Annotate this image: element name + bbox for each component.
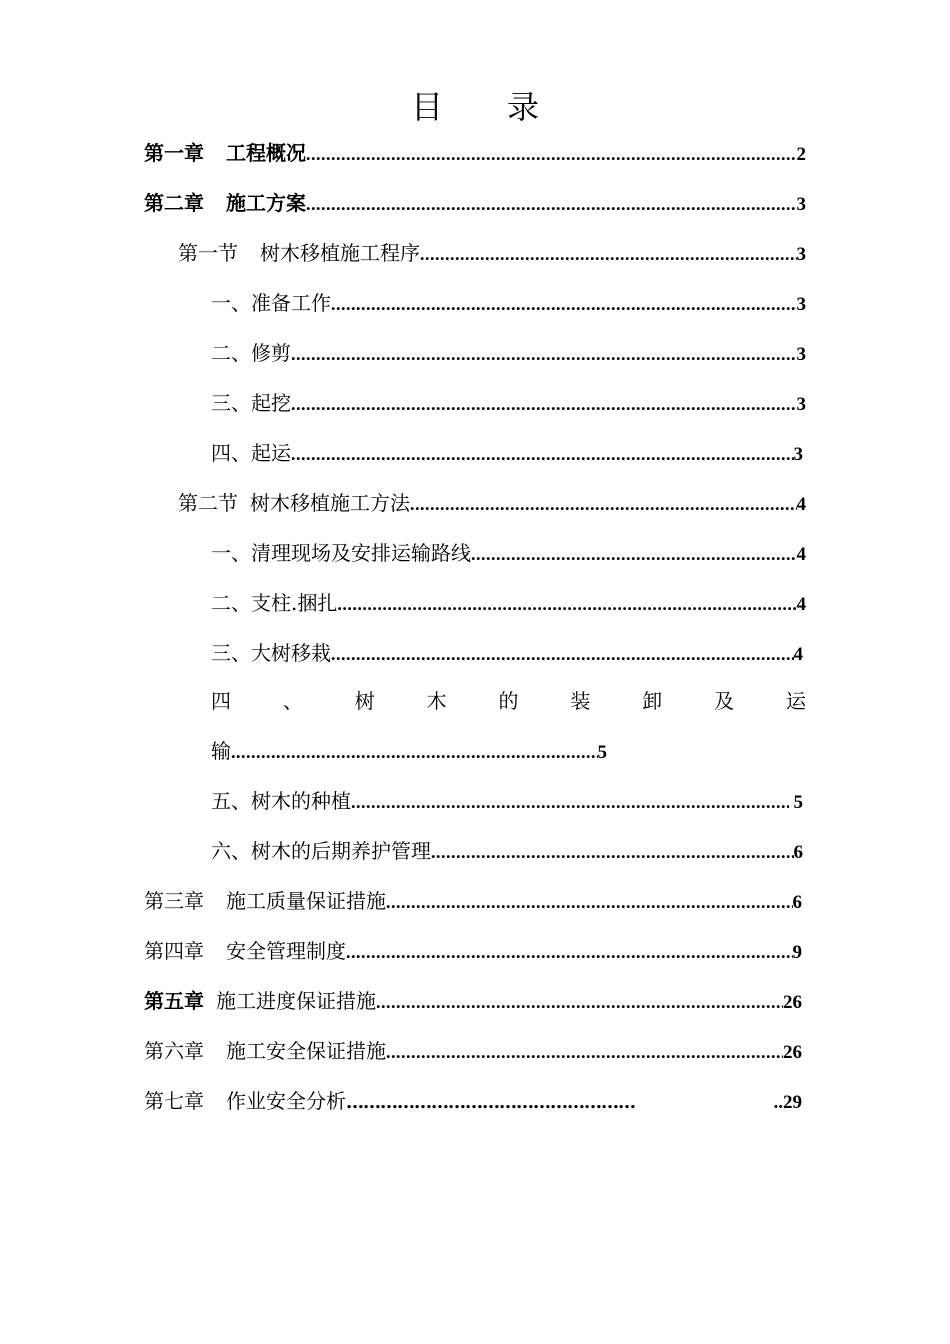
toc-entry-item-spread[interactable]	[211, 686, 806, 716]
toc-leader-ellipsis: ……………………………………………	[346, 1092, 635, 1113]
toc-leader-dots	[306, 189, 797, 219]
toc-entry-label: 一、准备工作	[211, 291, 331, 315]
toc-entry-label: 三、大树移栽	[211, 641, 331, 665]
toc-page-number: 3	[796, 194, 806, 215]
toc-entry-label: 输	[211, 739, 231, 763]
toc-entry-item[interactable]	[211, 288, 806, 318]
toc-entry-label: 四、起运	[211, 441, 291, 465]
toc-page-number: 26	[783, 992, 802, 1013]
toc-entry-label: 三、起挖	[211, 391, 291, 415]
toc-page-number: 6	[793, 842, 803, 863]
toc-entry-label: 第七章 作业安全分析	[144, 1089, 346, 1113]
toc-leader-dots	[337, 589, 796, 619]
toc-entry-chapter-2[interactable]	[144, 188, 806, 218]
toc-entry-item-continued[interactable]	[211, 736, 607, 766]
toc-page-number: 4	[796, 594, 806, 615]
toc-entry-label: 第五章 施工进度保证措施	[144, 989, 376, 1013]
toc-entry-chapter-4[interactable]	[144, 936, 802, 966]
toc-entry-label: 一、清理现场及安排运输路线	[211, 541, 471, 565]
toc-title-part1: 目	[410, 88, 443, 126]
toc-entry-label: 第四章 安全管理制度	[144, 939, 346, 963]
toc-page-number: 26	[783, 1042, 802, 1063]
toc-leader-dots	[231, 737, 598, 767]
toc-entry-chapter-1[interactable]	[144, 138, 806, 168]
toc-entry-chapter-3[interactable]	[144, 886, 802, 916]
toc-entry-item[interactable]	[211, 836, 803, 866]
toc-leader-dots	[331, 289, 797, 319]
toc-page-number: 2	[796, 144, 806, 165]
toc-entry-label: 第一章 工程概况	[144, 141, 306, 165]
toc-leader-dots	[376, 987, 783, 1017]
toc-entry-item[interactable]	[211, 638, 803, 668]
spread-char: 木	[426, 689, 447, 713]
toc-page-number: 4	[796, 544, 806, 565]
toc-page-number: 3	[796, 244, 806, 265]
toc-entry-item[interactable]	[211, 338, 806, 368]
toc-leader-dots	[291, 339, 797, 369]
toc-entry-label: 第三章 施工质量保证措施	[144, 889, 386, 913]
toc-leader-dots	[420, 239, 797, 269]
spread-char: 四	[211, 689, 231, 713]
toc-page-number: 6	[792, 892, 802, 913]
toc-leader-dots	[431, 837, 794, 867]
spread-char: 装	[570, 689, 591, 713]
toc-leader-dots	[331, 639, 794, 669]
spread-char: 及	[714, 689, 735, 713]
toc-entry-chapter-6[interactable]	[144, 1036, 802, 1066]
toc-page-number: 4	[796, 494, 806, 515]
toc-page-number: 5	[788, 792, 803, 813]
toc-leader-dots	[471, 539, 797, 569]
toc-entry-item[interactable]	[211, 786, 803, 816]
toc-leader-dots	[386, 887, 793, 917]
spread-char: 、	[282, 689, 303, 713]
toc-entry-label: 二、修剪	[211, 341, 291, 365]
toc-leader-dots	[351, 787, 789, 817]
toc-entry-section-2[interactable]	[178, 488, 806, 518]
spread-char: 运	[786, 689, 806, 713]
toc-entry-label: 五、树木的种植	[211, 789, 351, 813]
toc-title	[0, 82, 950, 128]
toc-leader-dots	[346, 937, 793, 967]
toc-leader-dots	[410, 489, 797, 519]
toc-entry-item[interactable]	[211, 538, 806, 568]
toc-leader-dots	[386, 1037, 783, 1067]
toc-entry-item[interactable]	[211, 438, 803, 468]
toc-entry-label: 第六章 施工安全保证措施	[144, 1039, 386, 1063]
toc-entry-section-1[interactable]	[178, 238, 806, 268]
toc-page-number: 9	[792, 942, 802, 963]
toc-entry-label: 第一节 树木移植施工程序	[178, 241, 420, 265]
toc-page-number: 4	[793, 644, 803, 665]
toc-entry-item[interactable]	[211, 388, 806, 418]
toc-leader-dots	[291, 389, 797, 419]
toc-entry-label: 六、树木的后期养护管理	[211, 839, 431, 863]
toc-entry-item[interactable]	[211, 588, 806, 618]
toc-entry-label: 第二章 施工方案	[144, 191, 306, 215]
spread-char: 的	[498, 689, 519, 713]
toc-page-number: 5	[597, 742, 607, 763]
toc-page-number: 3	[796, 294, 806, 315]
toc-entry-chapter-5[interactable]	[144, 986, 802, 1016]
toc-entry-label: 二、支柱.捆扎	[211, 591, 338, 615]
toc-entry-label: 第二节 树木移植施工方法	[178, 491, 410, 515]
toc-page-number: 3	[796, 344, 806, 365]
toc-entry-chapter-7[interactable]	[144, 1086, 802, 1116]
toc-leader-dots	[306, 139, 797, 169]
toc-page-number: ..29	[773, 1092, 802, 1113]
toc-page-number: 3	[796, 394, 806, 415]
spread-char: 树	[354, 689, 375, 713]
toc-leader-dots	[291, 439, 794, 469]
toc-page-number: 3	[793, 444, 803, 465]
spread-char: 卸	[642, 689, 663, 713]
toc-title-part2: 录	[507, 88, 540, 126]
